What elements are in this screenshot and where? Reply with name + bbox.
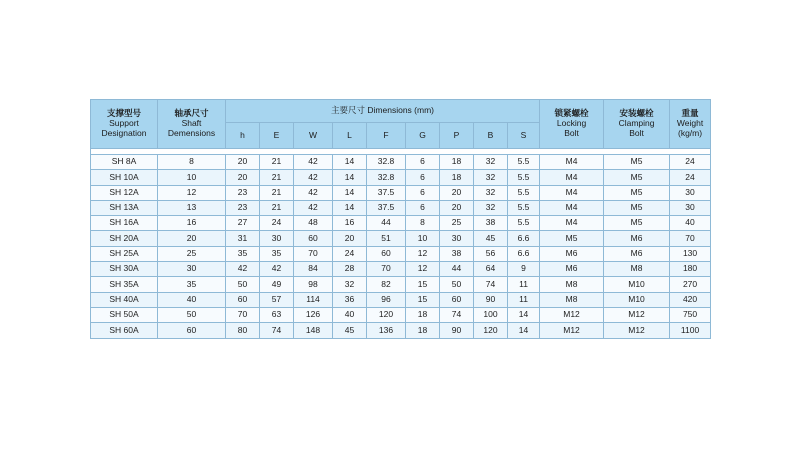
table-cell: 60 <box>294 231 333 246</box>
table-cell: 14 <box>333 185 367 200</box>
table-cell: 45 <box>474 231 508 246</box>
table-cell: 5.5 <box>508 170 540 185</box>
table-cell: 20 <box>333 231 367 246</box>
table-cell: 12 <box>406 246 440 261</box>
table-cell: SH 20A <box>91 231 158 246</box>
table-cell: M4 <box>540 200 604 215</box>
table-cell: 23 <box>226 185 260 200</box>
table-cell: 42 <box>294 185 333 200</box>
table-cell: 148 <box>294 323 333 338</box>
table-cell: 38 <box>440 246 474 261</box>
table-row <box>91 292 711 307</box>
table-row <box>91 200 711 215</box>
table-cell: 14 <box>508 323 540 338</box>
table-cell: 32.8 <box>367 155 406 170</box>
table-cell: 50 <box>226 277 260 292</box>
table-cell: SH 12A <box>91 185 158 200</box>
dimension-header-g: G <box>406 123 440 149</box>
table-cell: M10 <box>604 277 670 292</box>
table-cell: 16 <box>333 216 367 231</box>
table-cell: 42 <box>294 170 333 185</box>
table-cell: M5 <box>604 185 670 200</box>
table-cell: M4 <box>540 155 604 170</box>
header-locking-bolt: 锁紧螺栓 Locking Bolt <box>540 100 604 149</box>
table-cell: 11 <box>508 277 540 292</box>
table-cell: 18 <box>406 307 440 322</box>
table-cell: 18 <box>440 170 474 185</box>
table-cell: M8 <box>540 292 604 307</box>
table-cell: 90 <box>440 323 474 338</box>
dimension-header-b: B <box>474 123 508 149</box>
table-cell: 6 <box>406 185 440 200</box>
dimension-header-f: F <box>367 123 406 149</box>
table-cell: 20 <box>226 170 260 185</box>
table-cell: 74 <box>260 323 294 338</box>
table-cell: 28 <box>333 262 367 277</box>
table-cell: M6 <box>540 262 604 277</box>
table-cell: 32 <box>474 200 508 215</box>
table-cell: 120 <box>474 323 508 338</box>
table-cell: 45 <box>333 323 367 338</box>
table-cell: SH 13A <box>91 200 158 215</box>
table-cell: 15 <box>406 292 440 307</box>
header-support: 支撑型号 Support Designation <box>91 100 158 149</box>
table-cell: M12 <box>540 307 604 322</box>
table-cell: 35 <box>226 246 260 261</box>
table-cell: 42 <box>260 262 294 277</box>
table-cell: 42 <box>226 262 260 277</box>
table-cell: 12 <box>406 262 440 277</box>
table-cell: M12 <box>604 307 670 322</box>
table-cell: 24 <box>670 155 711 170</box>
table-cell: 24 <box>333 246 367 261</box>
table-cell: M8 <box>604 262 670 277</box>
table-cell: 20 <box>226 155 260 170</box>
table-cell: 32 <box>474 155 508 170</box>
table-cell: 60 <box>367 246 406 261</box>
table-cell: 6 <box>406 155 440 170</box>
table-cell: 21 <box>260 155 294 170</box>
table-cell: 42 <box>294 200 333 215</box>
dimension-header-l: L <box>333 123 367 149</box>
table-cell: 8 <box>406 216 440 231</box>
table-cell: 30 <box>670 185 711 200</box>
table-cell: M5 <box>604 200 670 215</box>
table-row <box>91 307 711 322</box>
table-cell: 20 <box>440 200 474 215</box>
table-cell: 32 <box>333 277 367 292</box>
spec-table <box>90 99 711 339</box>
table-cell: 25 <box>440 216 474 231</box>
table-cell: 44 <box>367 216 406 231</box>
table-cell: 420 <box>670 292 711 307</box>
table-row <box>91 170 711 185</box>
table-cell: M6 <box>604 246 670 261</box>
table-cell: 20 <box>158 231 226 246</box>
dimension-header-p: P <box>440 123 474 149</box>
table-cell: M6 <box>540 246 604 261</box>
table-cell: 31 <box>226 231 260 246</box>
table-cell: 37.5 <box>367 200 406 215</box>
table-cell: M12 <box>540 323 604 338</box>
table-row <box>91 231 711 246</box>
dimension-header-s: S <box>508 123 540 149</box>
table-cell: 13 <box>158 200 226 215</box>
table-cell: 57 <box>260 292 294 307</box>
table-cell: 82 <box>367 277 406 292</box>
table-cell: SH 25A <box>91 246 158 261</box>
table-cell: 9 <box>508 262 540 277</box>
table-cell: M10 <box>604 292 670 307</box>
table-cell: 21 <box>260 200 294 215</box>
table-cell: 48 <box>294 216 333 231</box>
table-cell: M4 <box>540 216 604 231</box>
table-cell: 21 <box>260 170 294 185</box>
table-cell: 5.5 <box>508 155 540 170</box>
table-cell: 49 <box>260 277 294 292</box>
table-cell: SH 50A <box>91 307 158 322</box>
table-cell: M4 <box>540 170 604 185</box>
table-cell: 27 <box>226 216 260 231</box>
table-cell: 16 <box>158 216 226 231</box>
table-row <box>91 185 711 200</box>
table-cell: 35 <box>158 277 226 292</box>
table-cell: 74 <box>440 307 474 322</box>
table-cell: M5 <box>540 231 604 246</box>
table-cell: 24 <box>260 216 294 231</box>
table-cell: 23 <box>226 200 260 215</box>
table-cell: 84 <box>294 262 333 277</box>
table-cell: M5 <box>604 170 670 185</box>
table-cell: 30 <box>260 231 294 246</box>
table-cell: 10 <box>158 170 226 185</box>
table-cell: 25 <box>158 246 226 261</box>
table-cell: 5.5 <box>508 216 540 231</box>
dimension-header-w: W <box>294 123 333 149</box>
table-cell: 30 <box>440 231 474 246</box>
table-cell: 11 <box>508 292 540 307</box>
table-cell: 98 <box>294 277 333 292</box>
table-row <box>91 277 711 292</box>
table-cell: 40 <box>333 307 367 322</box>
table-cell: 136 <box>367 323 406 338</box>
table-cell: 15 <box>406 277 440 292</box>
table-cell: 51 <box>367 231 406 246</box>
table-cell: 18 <box>406 323 440 338</box>
table-cell: M5 <box>604 155 670 170</box>
table-cell: 36 <box>333 292 367 307</box>
table-cell: 90 <box>474 292 508 307</box>
table-cell: 180 <box>670 262 711 277</box>
table-cell: 64 <box>474 262 508 277</box>
table-cell: SH 8A <box>91 155 158 170</box>
table-cell: 20 <box>440 185 474 200</box>
table-cell: 60 <box>226 292 260 307</box>
table-cell: 6.6 <box>508 231 540 246</box>
table-row <box>91 262 711 277</box>
table-cell: SH 16A <box>91 216 158 231</box>
table-cell: 80 <box>226 323 260 338</box>
table-cell: 44 <box>440 262 474 277</box>
table-cell: 21 <box>260 185 294 200</box>
table-cell: 96 <box>367 292 406 307</box>
table-cell: 6 <box>406 200 440 215</box>
table-cell: SH 60A <box>91 323 158 338</box>
table-cell: 100 <box>474 307 508 322</box>
table-cell: 18 <box>440 155 474 170</box>
table-cell: 32.8 <box>367 170 406 185</box>
table-row <box>91 216 711 231</box>
header-clamping-bolt: 安装螺栓 Clamping Bolt <box>604 100 670 149</box>
table-cell: 114 <box>294 292 333 307</box>
table-cell: 32 <box>474 170 508 185</box>
table-body <box>91 149 711 339</box>
table-cell: SH 30A <box>91 262 158 277</box>
header-shaft: 轴承尺寸 Shaft Demensions <box>158 100 226 149</box>
table-cell: 10 <box>406 231 440 246</box>
table-row <box>91 246 711 261</box>
table-cell: 30 <box>158 262 226 277</box>
table-cell: 70 <box>670 231 711 246</box>
dimension-header-h: h <box>226 123 260 149</box>
table-cell: 60 <box>158 323 226 338</box>
table-cell: 6 <box>406 170 440 185</box>
table-cell: 60 <box>440 292 474 307</box>
table-cell: SH 10A <box>91 170 158 185</box>
table-cell: 270 <box>670 277 711 292</box>
header-dimensions: 主要尺寸 Dimensions (mm) <box>226 100 540 123</box>
table-cell: 14 <box>333 155 367 170</box>
table-cell: 40 <box>670 216 711 231</box>
table-cell: 38 <box>474 216 508 231</box>
table-cell: 70 <box>367 262 406 277</box>
table-cell: M8 <box>540 277 604 292</box>
table-row <box>91 323 711 338</box>
table-cell: 24 <box>670 170 711 185</box>
table-cell: 70 <box>294 246 333 261</box>
table-cell: M12 <box>604 323 670 338</box>
table-cell: 50 <box>440 277 474 292</box>
table-cell: 37.5 <box>367 185 406 200</box>
table-cell: 14 <box>333 170 367 185</box>
table-cell: 1100 <box>670 323 711 338</box>
table-cell: 35 <box>260 246 294 261</box>
table-cell: 750 <box>670 307 711 322</box>
table-row <box>91 155 711 170</box>
table-cell: 14 <box>508 307 540 322</box>
table-cell: M4 <box>540 185 604 200</box>
table-cell: 56 <box>474 246 508 261</box>
table-cell: 63 <box>260 307 294 322</box>
table-cell: 130 <box>670 246 711 261</box>
table-cell: 32 <box>474 185 508 200</box>
table-cell: 30 <box>670 200 711 215</box>
table-cell: 5.5 <box>508 185 540 200</box>
table-cell: 50 <box>158 307 226 322</box>
table-cell: 42 <box>294 155 333 170</box>
table-cell: M5 <box>604 216 670 231</box>
table-cell: SH 40A <box>91 292 158 307</box>
table-cell: 6.6 <box>508 246 540 261</box>
table-cell: 40 <box>158 292 226 307</box>
table-cell: 5.5 <box>508 200 540 215</box>
table-cell: 14 <box>333 200 367 215</box>
table-cell: 126 <box>294 307 333 322</box>
table-cell: 70 <box>226 307 260 322</box>
dimension-header-e: E <box>260 123 294 149</box>
table-cell: 74 <box>474 277 508 292</box>
table-cell: 8 <box>158 155 226 170</box>
table-cell: 12 <box>158 185 226 200</box>
table-cell: 120 <box>367 307 406 322</box>
table-cell: M6 <box>604 231 670 246</box>
table-cell: SH 35A <box>91 277 158 292</box>
header-weight: 重量 Weight (kg/m) <box>670 100 711 149</box>
